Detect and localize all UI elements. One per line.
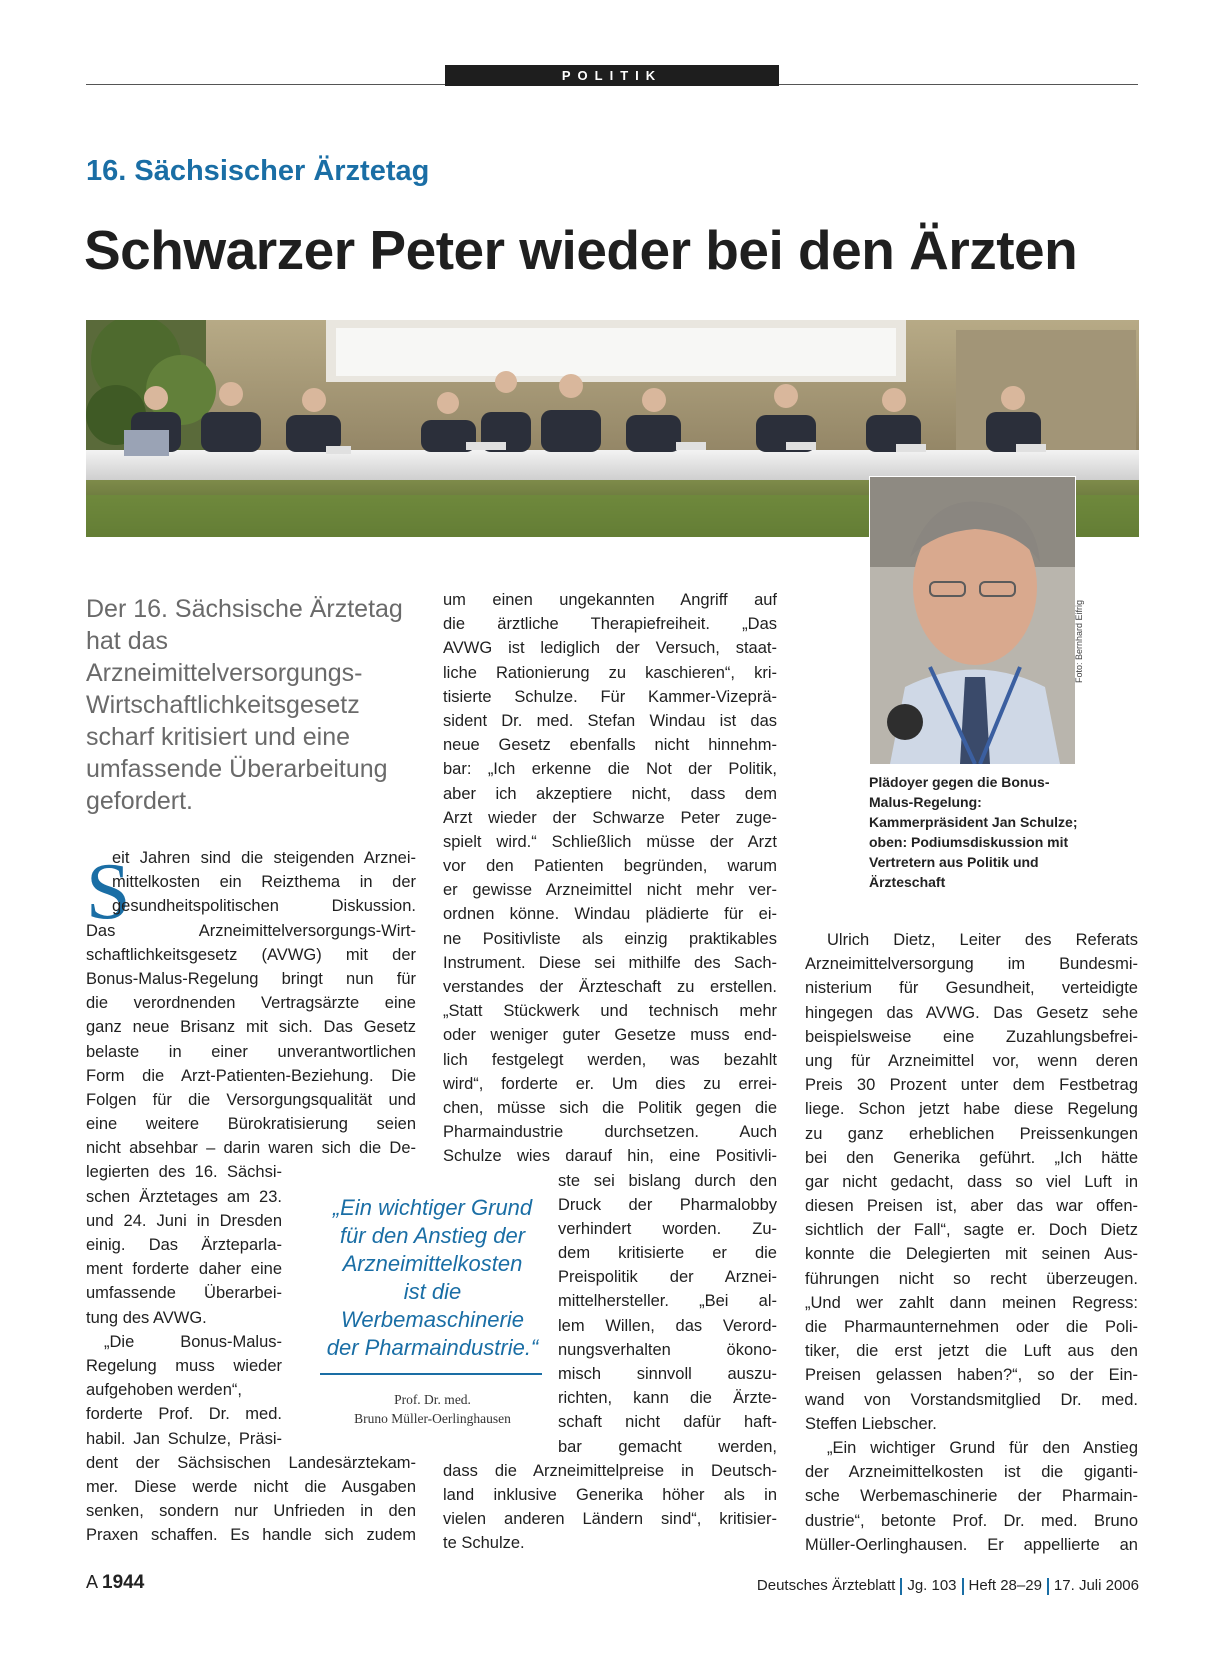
text-line: sichtlich der Fall“, sagte er. Doch Dietz (805, 1221, 1138, 1240)
text-line: Schulze wies darauf hin, eine Positivli- (443, 1147, 777, 1166)
text-line: ung für Arzneimittel vor, wenn deren (805, 1051, 1138, 1070)
text-line: bar gemacht werden, (558, 1437, 777, 1456)
text-line: dustrie“, betonte Prof. Dr. med. Bruno (805, 1511, 1138, 1530)
text-line: wird“, forderte er. Um dies zu errei- (443, 1074, 777, 1093)
text-line: aber ich akzeptiere nicht, dass dem (443, 784, 777, 803)
text-line: mer. Diese werde nicht die Ausgaben (86, 1477, 416, 1496)
photo-credit: Foto: Bernhard Eifrig (1074, 599, 1084, 683)
text-line: schaft nicht dafür haft- (558, 1413, 777, 1432)
text-line: die ärztliche Therapiefreiheit. „Das (443, 615, 777, 634)
text-line: Preis 30 Prozent unter dem Festbetrag (805, 1076, 1138, 1095)
text-line: Pharmaindustrie durchsetzen. Auch (443, 1123, 777, 1142)
text-line: „Und wer zahlt dann meinen Regress: (805, 1293, 1138, 1312)
text-line: dass die Arzneimittelpreise in Deutsch- (443, 1461, 777, 1480)
drop-cap: S (86, 848, 131, 936)
text-line: Steffen Liebscher. (805, 1414, 937, 1433)
text-line: oder weniger guter Gesetze muss end- (443, 1026, 777, 1045)
photo-caption: Plädoyer gegen die Bonus-Malus-Regelung: Kammerpräsident Jan Schulze; oben: Podiumsdiskussion mit Vertretern aus Politik und Ärzteschaft (869, 774, 1078, 890)
text-line: diesen Preisen ist, aber das war offen- (805, 1197, 1138, 1216)
text-line: Arzt wieder der Schwarze Peter zuge- (443, 808, 777, 827)
text-line: Preispolitik der Arznei- (558, 1268, 777, 1287)
text-line: Druck der Pharmalobby (558, 1195, 777, 1214)
text-line: verstandes der Ärzteschaft zu erstellen. (443, 978, 777, 996)
text-line: „Die Bonus-Malus- (104, 1332, 282, 1351)
text-line: ganz neue Brisanz mit sich. Das Gesetz (86, 1018, 416, 1037)
page-number (86, 1572, 144, 1594)
text-line: te Schulze. (443, 1534, 525, 1553)
text-line: „Statt Stückwerk und technisch mehr (443, 1002, 777, 1021)
text-line: tiker, die erst jetzt die Luft aus den (805, 1342, 1138, 1361)
journal-name: Deutsches Ärzteblatt (756, 1577, 896, 1594)
article-headline: Schwarzer Peter wieder bei den Ärzten (84, 219, 1078, 281)
body-column-3 (805, 928, 1138, 1557)
text-line: Instrument. Diese sei mithilfe des Sach- (443, 953, 777, 972)
text-line: dent der Sächsischen Landesärztekam- (86, 1453, 416, 1472)
text-line: zu ganz erheblichen Preissenkungen (805, 1124, 1138, 1143)
journal-volume: Jg. 103 (907, 1577, 957, 1594)
text-line: Preisen gelassen haben?“, so der Ein- (805, 1366, 1138, 1385)
text-line: mittelhersteller. „Bei al- (558, 1292, 777, 1311)
pull-quote-line: Werbemaschinerie (340, 1307, 524, 1332)
text-line: er gewisse Arzneimittel nicht mehr ver- (443, 881, 777, 900)
text-line: Müller-Oerlinghausen. Er appellierte an (805, 1535, 1138, 1554)
text-line: umfassende Überarbei- (86, 1284, 282, 1303)
article-kicker: 16. Sächsischer Ärztetag (86, 155, 430, 187)
pull-quote-source-title: Prof. Dr. med. (394, 1392, 471, 1407)
text-line: Ulrich Dietz, Leiter des Referats (827, 931, 1138, 949)
text-line: senken, sondern nur Unfrieden in den (86, 1502, 416, 1521)
text-line: ste sei bislang durch den (558, 1171, 777, 1190)
pull-quote-line: ist die (403, 1279, 462, 1304)
pull-quote-line: „Ein wichtiger Grund (332, 1195, 533, 1220)
text-line: dem kritisierte er die (558, 1244, 777, 1263)
pull-quote-line: Arzneimittelkosten (342, 1251, 523, 1276)
portrait-photo (869, 476, 1076, 765)
text-line: chen, müsse sich die Politik gegen die (443, 1098, 777, 1117)
text-line: der Arzneimittelkosten ist die giganti- (805, 1463, 1138, 1482)
text-line: vielen anderen Ländern sind“, kritisier- (443, 1510, 777, 1529)
text-line: bar: „Ich erkenne die Not der Politik, (443, 760, 777, 779)
text-line: um einen ungekannten Angriff auf (443, 591, 777, 609)
text-line: einig. Das Ärzteparla- (86, 1236, 282, 1254)
text-line: konnte die Delegierten mit seinen Aus- (805, 1245, 1138, 1264)
text-line: schen Ärztetages am 23. (86, 1187, 282, 1206)
text-line: gesundheitspolitischen Diskussion. (112, 897, 416, 916)
page-number-value: 1944 (102, 1572, 145, 1593)
text-line: ment forderte daher eine (86, 1260, 282, 1279)
text-line: wand von Vorstandsmitglied Dr. med. (805, 1390, 1138, 1409)
text-line: sident Dr. med. Stefan Windau ist das (443, 711, 777, 730)
journal-info (757, 1577, 1139, 1595)
text-line: vor den Patienten begründen, warum (443, 857, 777, 876)
text-line: eit Jahren sind die steigenden Arznei- (112, 849, 416, 867)
text-line: sche Werbemaschinerie der Pharmain- (805, 1487, 1138, 1506)
text-line: Form die Arzt-Patienten-Beziehung. Die (86, 1066, 416, 1085)
separator (1047, 1578, 1049, 1595)
text-line: verhindert worden. Zu- (558, 1219, 777, 1238)
text-line: bei den Generika geführt. „Ich hätte (805, 1148, 1138, 1167)
text-line: Arzneimittelversorgung im Bundesmi- (805, 955, 1138, 974)
separator (962, 1578, 964, 1595)
text-line: eine weitere Bürokratisierung seien (86, 1115, 416, 1134)
section-label: POLITIK (445, 65, 779, 86)
text-line: Regelung muss wieder (86, 1356, 282, 1375)
text-line: hingegen das AVWG. Das Gesetz sehe (805, 1003, 1138, 1022)
text-line: liege. Schon jetzt habe diese Regelung (805, 1100, 1138, 1119)
text-line: spielt wird.“ Schließlich müsse der Arzt (443, 832, 777, 851)
text-line: die verordnenden Vertragsärzte eine (86, 994, 416, 1013)
text-line: nicht absehbar – darin waren sich die De- (86, 1139, 416, 1158)
text-line: forderte Prof. Dr. med. (86, 1405, 282, 1424)
pull-quote-rule (320, 1373, 542, 1375)
text-line: misch sinnvoll auszu- (558, 1365, 777, 1383)
text-line: „Ein wichtiger Grund für den Anstieg (827, 1438, 1138, 1457)
text-line: belaste in einer unverantwortlichen (86, 1042, 416, 1061)
text-line: land inklusive Generika höher als in (443, 1485, 777, 1504)
text-line: schaftlichkeitsgesetz (AVWG) mit der (86, 945, 416, 964)
text-line: lich festgelegt werden, was bezahlt (443, 1050, 777, 1069)
text-line: und 24. Juni in Dresden (86, 1211, 282, 1230)
text-line: Das Arzneimittelversorgungs-Wirt- (86, 921, 416, 940)
text-line: Folgen für die Versorgungsqualität und (86, 1090, 416, 1109)
text-line: Bonus-Malus-Regelung bringt nun für (86, 969, 416, 988)
pull-quote-line: für den Anstieg der (339, 1223, 526, 1248)
text-line: tisierte Schulze. Für Kammer-Vizeprä- (443, 687, 777, 706)
text-line: mittelkosten ein Reizthema in der (112, 873, 416, 892)
journal-date: 17. Juli 2006 (1053, 1577, 1139, 1594)
text-line: ne Positivliste als einzig praktikables (443, 929, 777, 948)
text-line: lem Willen, das Verord- (558, 1316, 777, 1335)
text-line: nungsverhalten ökono- (558, 1340, 777, 1359)
text-line: ordnen könne. Windau plädierte für ei- (443, 905, 777, 924)
text-line: habil. Jan Schulze, Präsi- (86, 1429, 282, 1448)
text-line: gar nicht gedacht, dass so viel Luft in (805, 1172, 1138, 1191)
pull-quote-line: der Pharmaindustrie.“ (326, 1335, 539, 1360)
pull-quote (315, 1194, 550, 1362)
text-line: liche Rationierung zu kaschieren“, kri- (443, 663, 777, 682)
text-line: AVWG ist lediglich der Versuch, staat- (443, 639, 777, 658)
text-line: Praxen schaffen. Es handle sich zudem (86, 1526, 416, 1545)
page-prefix: A (86, 1572, 98, 1592)
text-line: neue Gesetz ebenfalls nicht hinnehm- (443, 736, 777, 755)
pull-quote-source (315, 1390, 550, 1428)
text-line: beispielsweise eine Zuzahlungsbefrei- (805, 1027, 1138, 1046)
text-line: nisterium für Gesundheit, verteidigte (805, 979, 1138, 998)
text-line: die Pharmaunternehmen oder die Poli- (805, 1318, 1138, 1336)
article-teaser: Der 16. Sächsische Ärztetag hat das Arzneimittelversorgungs-Wirtschaftlichkeitsgesetz scharf kritisiert und eine umfassende Überarbeitung gefordert. (86, 595, 403, 815)
text-line: aufgehoben werden“, (86, 1381, 242, 1400)
separator (900, 1578, 902, 1595)
text-line: richten, kann die Ärzte- (558, 1389, 777, 1408)
text-line: führungen nicht so recht überzeugen. (805, 1269, 1138, 1288)
journal-issue: Heft 28–29 (968, 1577, 1042, 1594)
pull-quote-source-name: Bruno Müller-Oerlinghausen (354, 1411, 511, 1426)
text-line: legierten des 16. Sächsi- (86, 1163, 282, 1182)
text-line: tung des AVWG. (86, 1308, 207, 1327)
